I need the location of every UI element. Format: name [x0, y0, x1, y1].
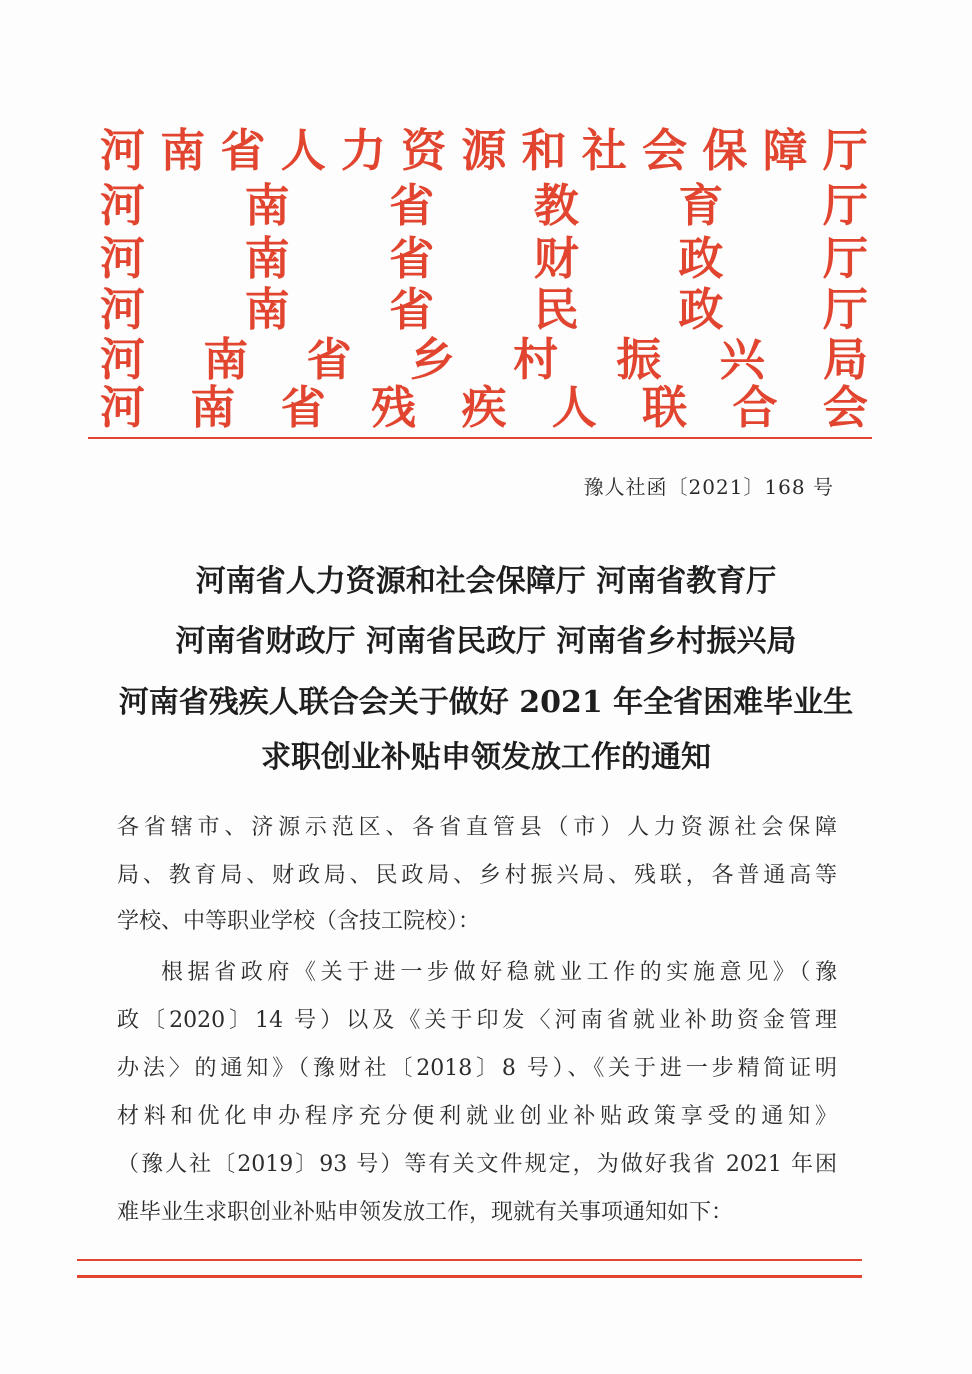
title-line: 河南省人力资源和社会保障厅 河南省教育厅	[195, 564, 777, 599]
letterhead-char: 和	[521, 124, 567, 177]
letterhead-char: 人	[280, 124, 326, 177]
letterhead-char: 省	[389, 179, 435, 232]
letterhead-char: 会	[822, 381, 868, 434]
letterhead-char: 厅	[822, 124, 868, 177]
letterhead-divider	[88, 437, 872, 439]
letterhead-char: 南	[244, 283, 290, 336]
letterhead-char: 省	[220, 124, 266, 177]
letterhead-char: 省	[389, 232, 435, 285]
salutation-line: 各省辖市、济源示范区、各省直管县（市）人力资源社会保障	[117, 815, 837, 840]
letterhead-char: 会	[642, 124, 688, 177]
title-line: 求职创业补贴申领发放工作的通知	[261, 740, 711, 775]
letterhead-char: 南	[160, 124, 206, 177]
letterhead-char: 合	[732, 381, 778, 434]
paragraph-line: 材料和优化申办程序充分便利就业创业补贴政策享受的通知》	[117, 1104, 837, 1129]
letterhead-char: 源	[461, 124, 507, 177]
salutation-line: 局、教育局、财政局、民政局、乡村振兴局、残联，各普通高等	[117, 863, 837, 888]
letterhead-char: 障	[762, 124, 808, 177]
letterhead-char: 民	[533, 283, 579, 336]
letterhead-char: 河	[100, 124, 146, 177]
letterhead-char: 厅	[822, 283, 868, 336]
salutation-line: 学校、中等职业学校（含技工院校）：	[117, 909, 481, 934]
letterhead-char: 资	[401, 124, 447, 177]
letterhead-char: 疾	[461, 381, 507, 434]
letterhead-char: 振	[616, 333, 662, 386]
letterhead-char: 河	[100, 381, 146, 434]
letterhead-char: 河	[100, 283, 146, 336]
letterhead-char: 财	[533, 232, 579, 285]
paragraph-line: 难毕业生求职创业补贴申领发放工作，现就有关事项通知如下：	[117, 1200, 734, 1225]
letterhead-char: 兴	[719, 333, 765, 386]
letterhead-char: 保	[702, 124, 748, 177]
document-number: 豫人社函〔2021〕168 号	[583, 475, 834, 499]
letterhead-char: 政	[678, 232, 724, 285]
letterhead-char: 厅	[822, 179, 868, 232]
paragraph-line: 办法〉的通知》（豫财社〔2018〕8 号）、《关于进一步精简证明	[117, 1056, 837, 1081]
paragraph-line: （豫人社〔2019〕93 号）等有关文件规定，为做好我省 2021 年困	[117, 1152, 837, 1177]
footer-divider-bottom	[77, 1275, 862, 1278]
title-line: 河南省残疾人联合会关于做好 2021 年全省困难毕业生	[118, 685, 854, 720]
letterhead-char: 人	[551, 381, 597, 434]
letterhead-char: 河	[100, 179, 146, 232]
letterhead-char: 省	[280, 381, 326, 434]
letterhead-char: 育	[678, 179, 724, 232]
letterhead-char: 河	[100, 232, 146, 285]
letterhead-char: 村	[513, 333, 559, 386]
letterhead-agency-disabled-federation	[100, 377, 868, 439]
letterhead-char: 力	[340, 124, 386, 177]
letterhead-char: 局	[822, 333, 868, 386]
paragraph-line: 政〔2020〕14 号）以及《关于印发〈河南省就业补助资金管理	[117, 1008, 837, 1033]
letterhead-char: 省	[306, 333, 352, 386]
letterhead-char: 乡	[409, 333, 455, 386]
letterhead-char: 南	[190, 381, 236, 434]
letterhead-char: 省	[389, 283, 435, 336]
letterhead-char: 社	[581, 124, 627, 177]
letterhead-char: 南	[244, 179, 290, 232]
letterhead-char: 残	[371, 381, 417, 434]
footer-divider-top	[77, 1259, 862, 1261]
paragraph-line: 根据省政府《关于进一步做好稳就业工作的实施意见》（豫	[161, 960, 837, 985]
letterhead-agency-hrss	[100, 120, 868, 182]
letterhead-char: 政	[678, 283, 724, 336]
letterhead-char: 厅	[822, 232, 868, 285]
letterhead-char: 教	[533, 179, 579, 232]
letterhead-char: 河	[100, 333, 146, 386]
letterhead-char: 南	[244, 232, 290, 285]
letterhead-char: 南	[203, 333, 249, 386]
letterhead-char: 联	[642, 381, 688, 434]
title-line: 河南省财政厅 河南省民政厅 河南省乡村振兴局	[175, 624, 797, 659]
